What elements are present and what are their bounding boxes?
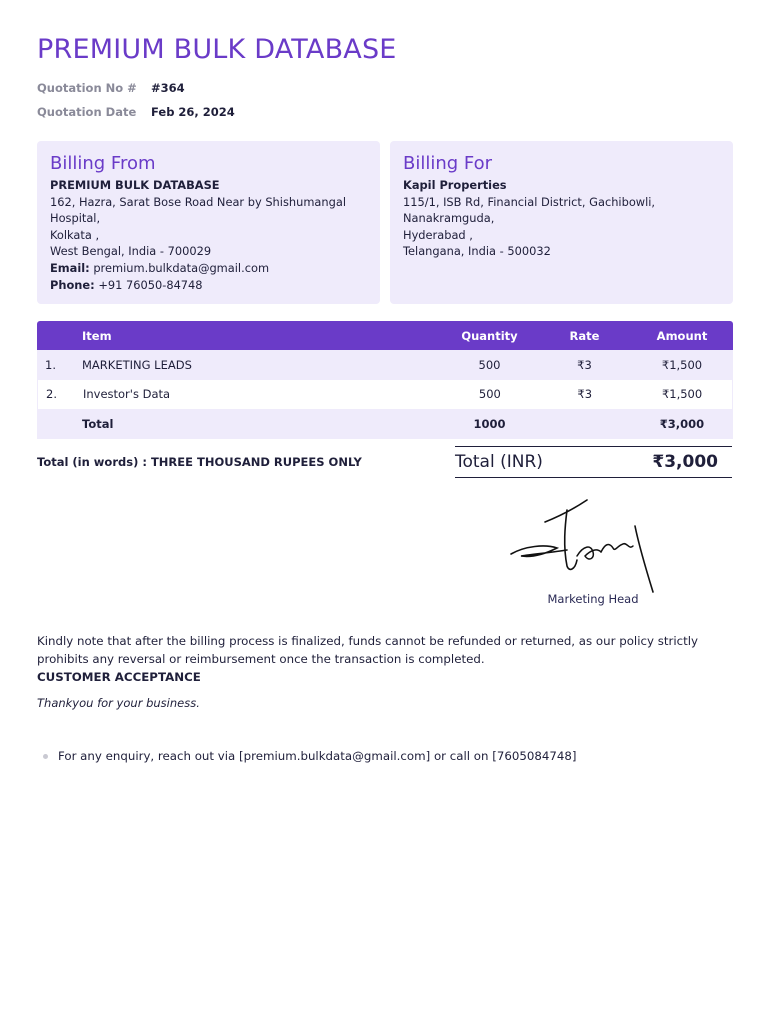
- quotation-date-value: Feb 26, 2024: [151, 105, 235, 119]
- billing-from-phone: [50, 277, 367, 294]
- row-rate: ₹3: [577, 357, 592, 372]
- billing-for-heading: Billing For: [403, 153, 493, 174]
- phone-label: Phone:: [50, 277, 95, 292]
- bullet-icon: [43, 754, 48, 759]
- billing-for-card: [390, 141, 733, 304]
- billing-for-state: Telangana, India - 500032: [403, 244, 551, 259]
- items-table: [37, 321, 733, 439]
- table-header: [37, 321, 733, 350]
- quotation-number-value: #364: [151, 81, 185, 95]
- billing-from-heading: Billing From: [50, 153, 156, 174]
- header-rate: Rate: [569, 328, 600, 343]
- grand-total-label: Total (INR): [455, 452, 543, 472]
- signature-image: [505, 496, 665, 596]
- billing-for-city: Hyderabad ,: [403, 227, 473, 242]
- header-amount: Amount: [656, 328, 708, 343]
- row-index: 2.: [46, 387, 57, 402]
- row-item: Investor's Data: [82, 387, 171, 402]
- billing-from-city: Kolkata ,: [50, 227, 100, 242]
- table-row: [37, 380, 733, 410]
- billing-from-address2: Hospital,: [50, 211, 101, 226]
- table-row: [37, 350, 733, 380]
- email-value: premium.bulkdata@gmail.com: [93, 260, 270, 275]
- row-index: 1.: [45, 357, 56, 372]
- billing-from-name: PREMIUM BULK DATABASE: [50, 178, 220, 192]
- billing-from-address1: 162, Hazra, Sarat Bose Road Near by Shishumangal: [50, 194, 346, 209]
- row-amount: ₹1,500: [661, 387, 703, 402]
- row-quantity: 500: [478, 357, 501, 372]
- header-item: Item: [82, 328, 112, 343]
- refund-note: Kindly note that after the billing process is finalized, funds cannot be refunded or returned, as our policy strictly prohibits any reversal or reimbursement once the transaction is completed.: [37, 634, 698, 666]
- billing-for-name: Kapil Properties: [403, 178, 507, 192]
- phone-value: +91 76050-84748: [98, 277, 203, 292]
- grand-total: [455, 446, 732, 478]
- row-item: MARKETING LEADS: [82, 357, 192, 372]
- quotation-date-label: Quotation Date: [37, 105, 137, 119]
- billing-from-email: [50, 260, 367, 277]
- row-amount: ₹1,500: [661, 357, 703, 372]
- signature-label: Marketing Head: [547, 592, 639, 606]
- enquiry-item: [37, 749, 577, 763]
- total-quantity: 1000: [473, 416, 506, 431]
- total-in-words: Total (in words) : THREE THOUSAND RUPEES ONLY: [37, 455, 362, 469]
- quotation-number-label: Quotation No #: [37, 81, 137, 95]
- billing-from-card: [37, 141, 380, 304]
- enquiry-text: For any enquiry, reach out via [premium.bulkdata@gmail.com] or call on [7605084748]: [58, 749, 577, 763]
- grand-total-value: ₹3,000: [652, 452, 718, 472]
- quotation-number: [37, 81, 185, 95]
- billing-for-address1: 115/1, ISB Rd, Financial District, Gachibowli,: [403, 194, 656, 209]
- email-label: Email:: [50, 260, 90, 275]
- customer-acceptance: CUSTOMER ACCEPTANCE: [37, 670, 201, 684]
- total-amount: ₹3,000: [659, 416, 705, 431]
- header-quantity: Quantity: [461, 328, 518, 343]
- billing-for-address2: Nanakramguda,: [403, 211, 495, 226]
- table-total-row: [37, 409, 733, 439]
- document-title: PREMIUM BULK DATABASE: [37, 34, 397, 65]
- thanks-text: Thankyou for your business.: [37, 696, 200, 710]
- row-rate: ₹3: [577, 387, 593, 402]
- billing-from-state: West Bengal, India - 700029: [50, 244, 212, 259]
- total-label: Total: [82, 416, 114, 431]
- quotation-date: [37, 105, 235, 119]
- row-quantity: 500: [478, 387, 501, 402]
